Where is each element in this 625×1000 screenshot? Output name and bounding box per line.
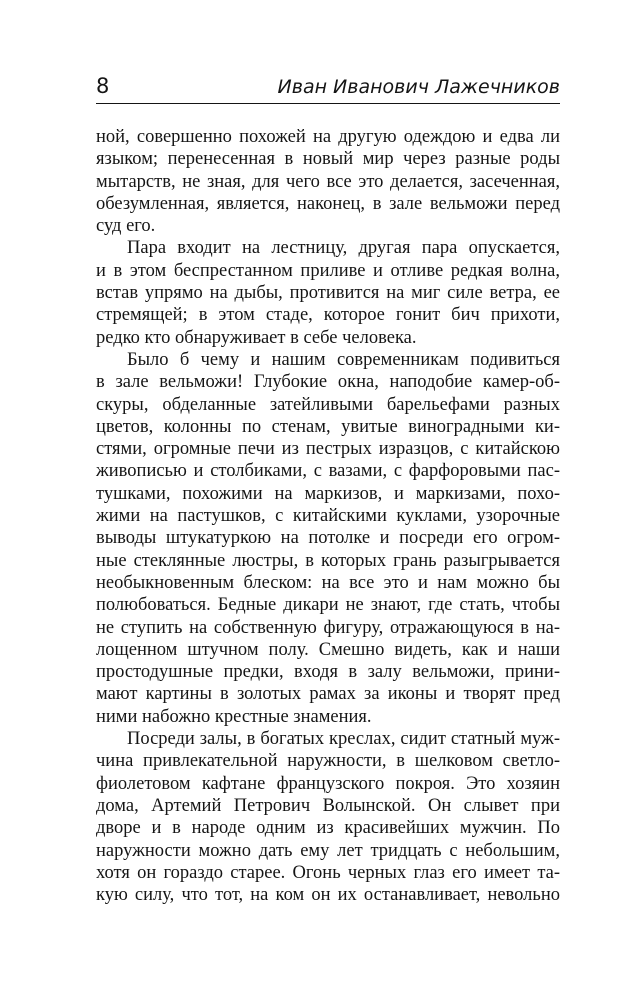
paragraph bbox=[96, 728, 560, 906]
text-line: чина привлекательной наружности, в шелковом светло- bbox=[96, 751, 560, 772]
text-line: мытарств, не зная, для чего все это делается, засеченная, bbox=[96, 171, 560, 192]
text-line: Было б чему и нашим современникам подивиться bbox=[127, 349, 560, 370]
text-line: наружности можно дать ему лет тридцать с небольшим, bbox=[96, 840, 560, 861]
text-line: Посреди залы, в богатых креслах, сидит статный муж- bbox=[127, 729, 560, 750]
text-line: не ступить на собственную фигуру, отражающуюся в на- bbox=[96, 617, 560, 638]
text-line: Пара входит на лестницу, другая пара опускается, bbox=[127, 238, 560, 259]
text-line: простодушные предки, входя в залу вельможи, прини- bbox=[96, 662, 560, 683]
text-line: лощенном штучном полу. Смешно видеть, как и наши bbox=[96, 639, 560, 660]
text-line: ные стеклянные люстры, в которых грань разыгрывается bbox=[96, 550, 560, 571]
running-title: Иван Иванович Лажечников bbox=[277, 76, 560, 98]
text-line: выводы штукатуркою на потолке и посреди его огром- bbox=[96, 528, 560, 549]
text-line: кую силу, что тот, на ком он их останавливает, невольно bbox=[96, 885, 560, 906]
header-rule bbox=[96, 103, 560, 104]
text-line: и в этом беспрестанном приливе и отливе редкая волна, bbox=[96, 260, 560, 281]
text-line: встав упрямо на дыбы, противится на миг силе ветра, ее bbox=[96, 283, 560, 304]
running-header bbox=[96, 74, 560, 98]
text-line: дома, Артемий Петрович Волынской. Он слывет при bbox=[96, 795, 560, 816]
paragraph bbox=[96, 349, 560, 728]
paragraph bbox=[96, 126, 560, 237]
text-line: жими на пастушков, с китайскими куклами, узорочные bbox=[96, 506, 560, 527]
text-line: фиолетовом кафтане французского покроя. Это хозяин bbox=[96, 773, 560, 794]
text-line: в зале вельможи! Глубокие окна, наподобие камер-об- bbox=[96, 372, 560, 393]
text-line: редко кто обнаруживает в себе человека. bbox=[96, 327, 417, 348]
text-line: необыкновенным блеском: на все это и нам можно бы bbox=[96, 572, 560, 593]
text-line: тушками, похожими на маркизов, и маркизами, похо- bbox=[96, 483, 560, 504]
text-line: скуры, обделанные затейливыми барельефами разных bbox=[96, 394, 560, 415]
text-line: хотя он гораздо старее. Огонь черных глаз его имеет та- bbox=[96, 862, 560, 883]
text-line: языком; перенесенная в новый мир через разные роды bbox=[96, 149, 560, 170]
text-line: цветов, колонны по стенам, увитые виноградными ки- bbox=[96, 416, 560, 437]
text-line: стями, огромные печи из пестрых изразцов, с китайскою bbox=[96, 439, 560, 460]
text-line: мают картины в золотых рамах за иконы и творят пред bbox=[96, 684, 560, 705]
page-number: 8 bbox=[96, 74, 110, 98]
text-line: стремящей; в этом стаде, которое гонит бич прихоти, bbox=[96, 305, 560, 326]
text-line: дворе и в народе одним из красивейших мужчин. По bbox=[96, 818, 560, 839]
text-line: полюбоваться. Бедные дикари не знают, где стать, чтобы bbox=[96, 595, 560, 616]
text-line: ними набожно крестные знамения. bbox=[96, 706, 372, 727]
body-text bbox=[96, 126, 560, 906]
paragraph bbox=[96, 237, 560, 348]
text-line: живописью и столбиками, с вазами, с фарфоровыми пас- bbox=[96, 461, 560, 482]
text-line: суд его. bbox=[96, 216, 156, 237]
text-line: ной, совершенно похожей на другую одеждою и едва ли bbox=[96, 127, 560, 147]
text-line: обезумленная, является, наконец, в зале вельможи перед bbox=[96, 193, 560, 214]
